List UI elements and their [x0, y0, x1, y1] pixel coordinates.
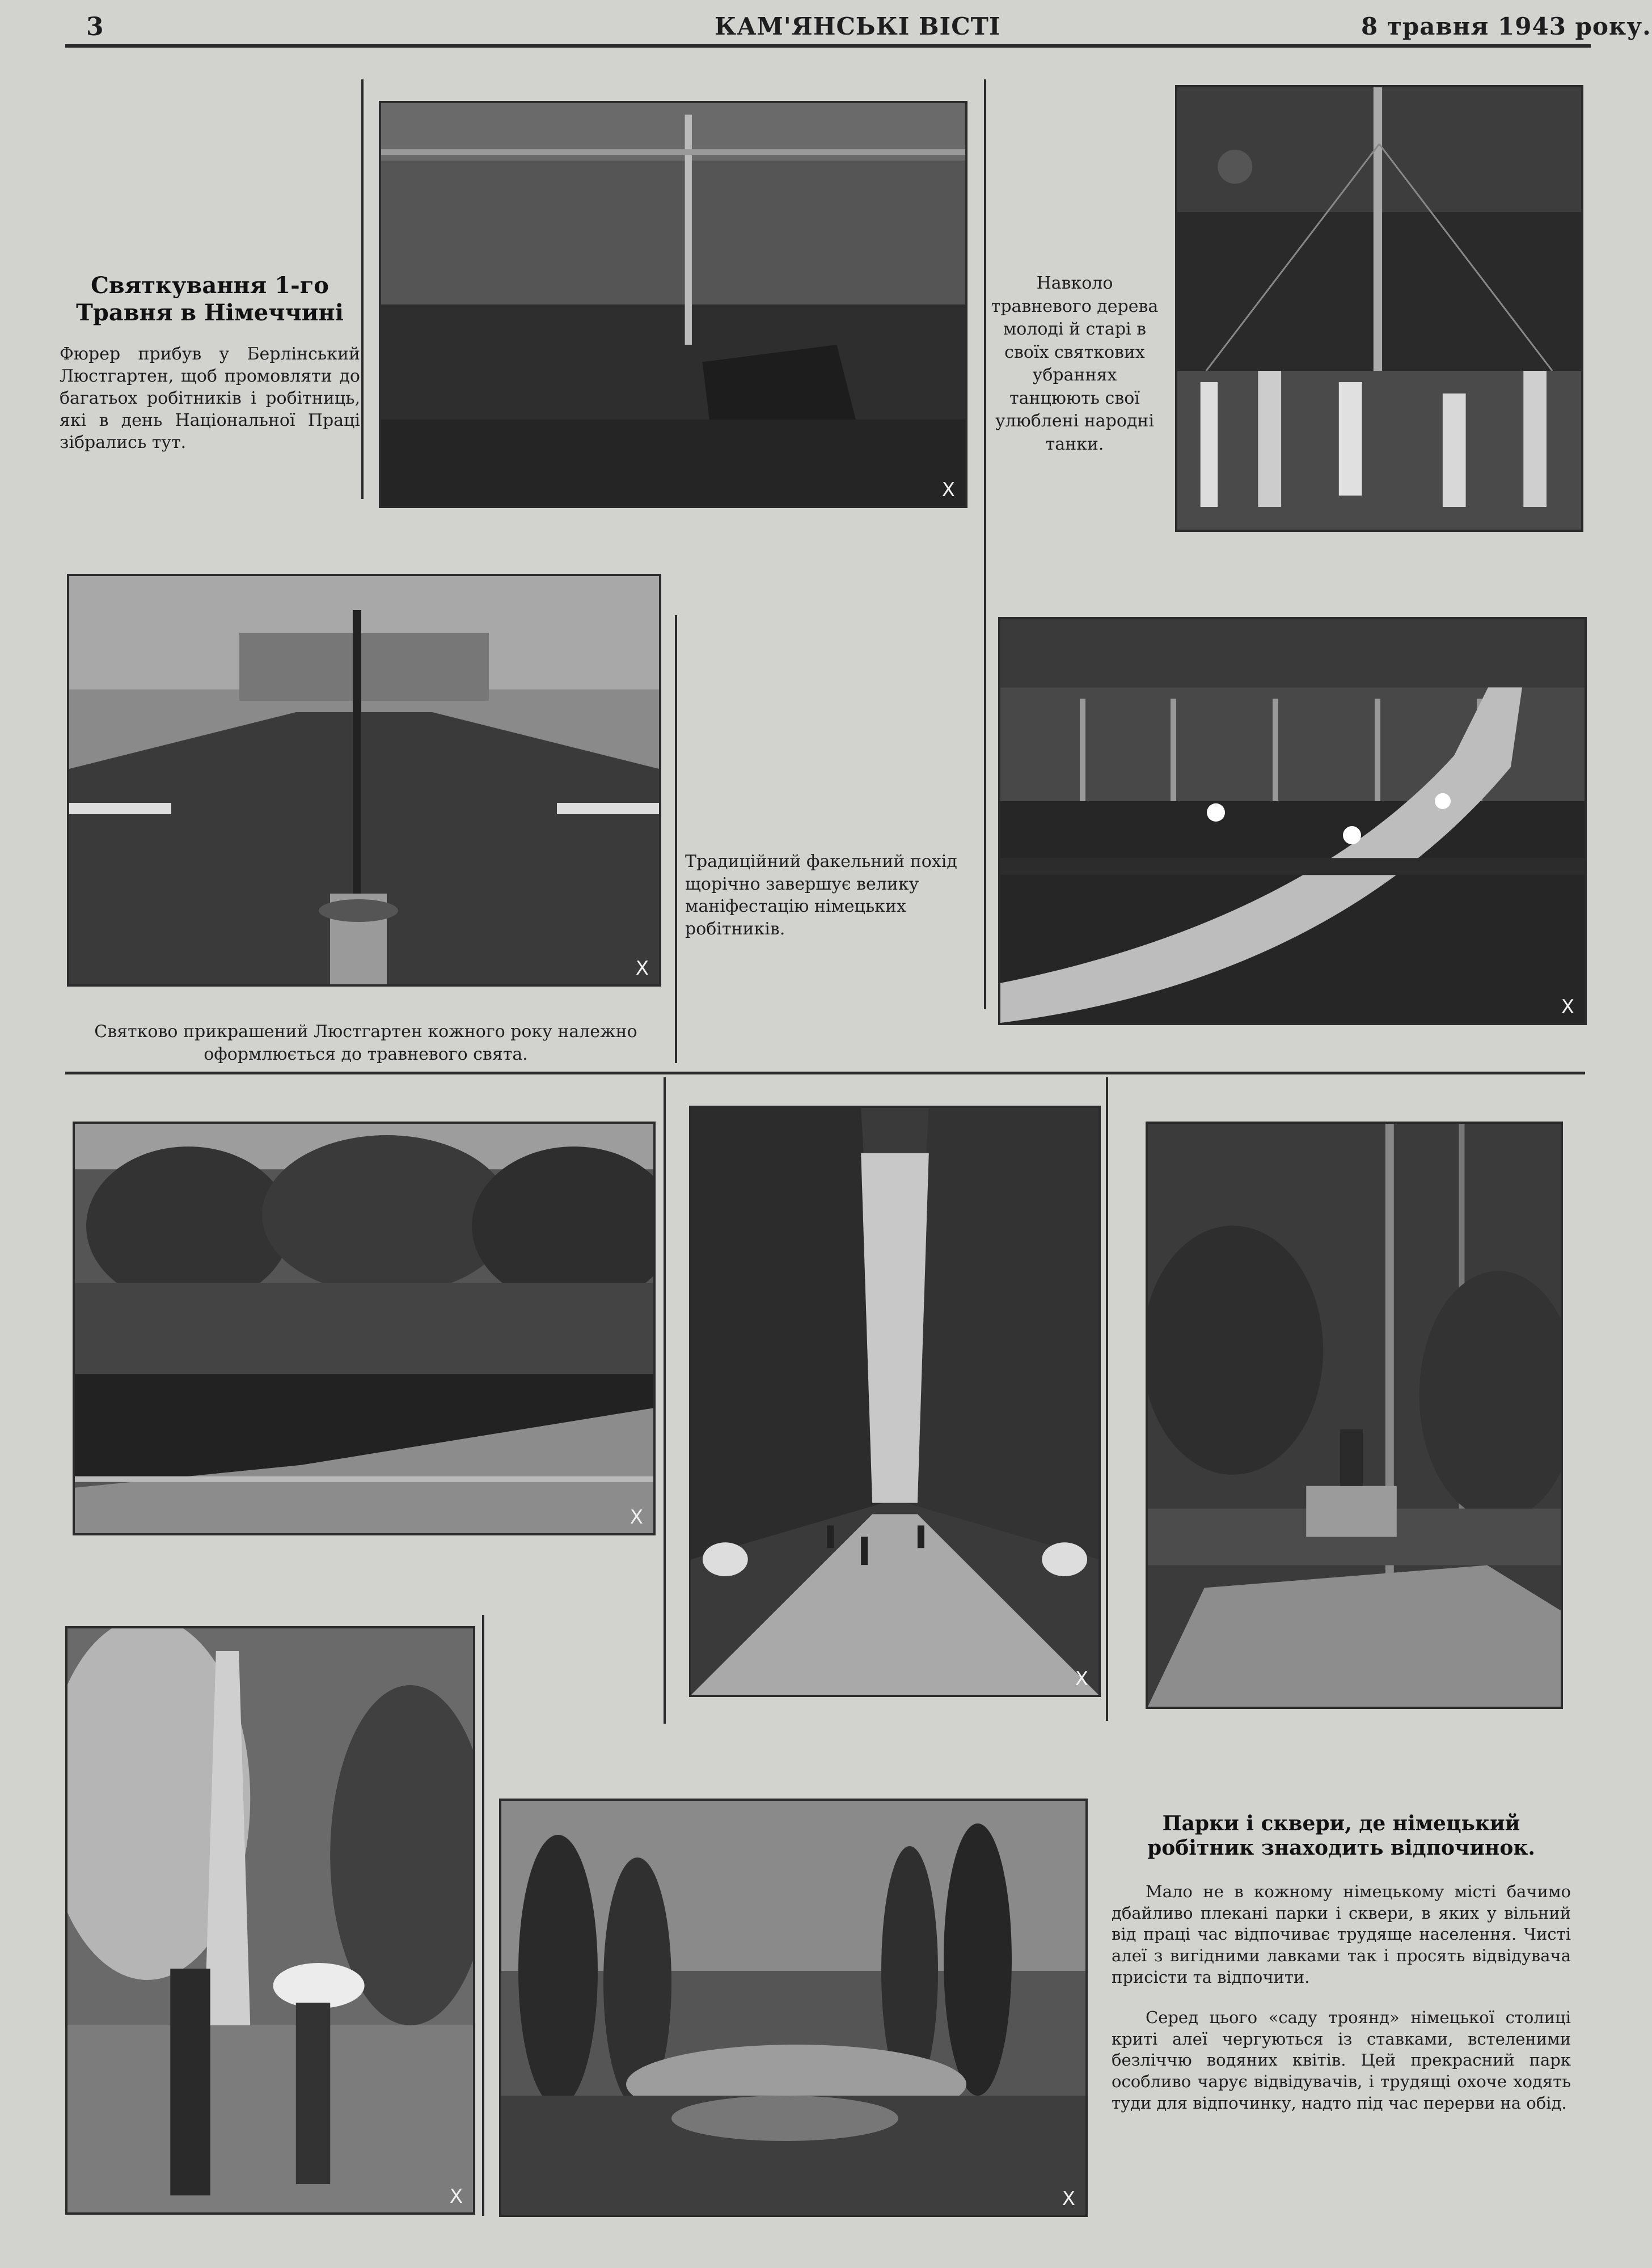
- photo-torch-march: [998, 617, 1587, 1025]
- caption-torch-march: Традиційний факельний похід щорічно завершує велику маніфестацію німецьких робітників.: [685, 852, 957, 939]
- rider-park-image: [1148, 1124, 1561, 1707]
- column-rule: [664, 1077, 666, 1724]
- column-rule: [482, 1615, 484, 2216]
- article-paragraph: Мало не в кожному німецькому місті бачимо дбайливо плекані парки і сквери, в яких у вільний від праці час відпочиває трудяще населення. Чисті алеї з вигідними лавками так і просять відвідувача присісти та відпочити.: [1112, 1882, 1571, 1987]
- column-rule: [361, 79, 364, 499]
- page-number: 3: [86, 12, 104, 41]
- photo-mark: X: [941, 479, 955, 501]
- photo-decorated-lustgarten: [67, 574, 661, 987]
- photo-magnolia-fountain: [65, 1626, 475, 2215]
- torch-march-image: [1000, 619, 1585, 1023]
- tree-avenue-image: [691, 1108, 1098, 1695]
- maypole-image: [1177, 87, 1581, 530]
- caption-maypole: Навколо травневого дерева молоді й старі в своїх святкових убраннях танцюють свої улюблені народні танки.: [991, 273, 1159, 454]
- section-divider: [65, 1072, 1585, 1074]
- column-rule: [984, 79, 986, 1009]
- lustgarten-image: [69, 576, 659, 984]
- column-rule: [1106, 1077, 1108, 1721]
- photo-mark: X: [1075, 1668, 1088, 1690]
- photo-park-pond: [73, 1122, 656, 1535]
- crowd-image: [381, 103, 965, 506]
- article-headline: Парки і сквери, де німецький робітник знаходить відпочинок.: [1147, 1812, 1535, 1860]
- photo-maypole-dance: [1175, 85, 1583, 532]
- park-pond-image: [75, 1124, 653, 1533]
- masthead-rule: [65, 44, 1591, 48]
- rose-garden-image: [501, 1801, 1085, 2215]
- photo-crowd-lustgarten: [379, 101, 967, 508]
- photo-rider-in-park: [1146, 1122, 1563, 1709]
- issue-date: 8 травня 1943 року.: [1361, 12, 1651, 40]
- magnolia-fountain-image: [67, 1628, 473, 2212]
- photo-mark: X: [1062, 2187, 1075, 2210]
- photo-mark: X: [635, 957, 649, 980]
- column-rule: [675, 615, 677, 1063]
- newspaper-title: КАМ'ЯНСЬКІ ВІСТІ: [715, 12, 1001, 40]
- article-intro: Фюрер прибув у Берлінський Люстгартен, щоб промовляти до багатьох робітників і робітниць, які в день Національної Праці зібрались тут.: [60, 344, 360, 452]
- photo-mark: X: [449, 2185, 463, 2208]
- photo-mark: X: [1561, 996, 1574, 1018]
- article-headline: Святкування 1-го Травня в Німеччині: [76, 272, 344, 326]
- photo-tree-avenue: [689, 1106, 1101, 1697]
- photo-mark: X: [629, 1506, 643, 1529]
- caption-lustgarten: Святково прикрашений Люстгартен кожного року належно оформлюється до травневого свята.: [94, 1022, 637, 1064]
- article-paragraph: Серед цього «саду троянд» німецької столиці криті алеї чергуються із ставками, встеленими безліччю водяних квітів. Цей прекрасний парк особливо чарує відвідувачів, і трудящі охоче ходять туди для відпочинку, надто під час перерви на обід.: [1112, 2008, 1571, 2113]
- photo-rose-garden: [499, 1799, 1088, 2217]
